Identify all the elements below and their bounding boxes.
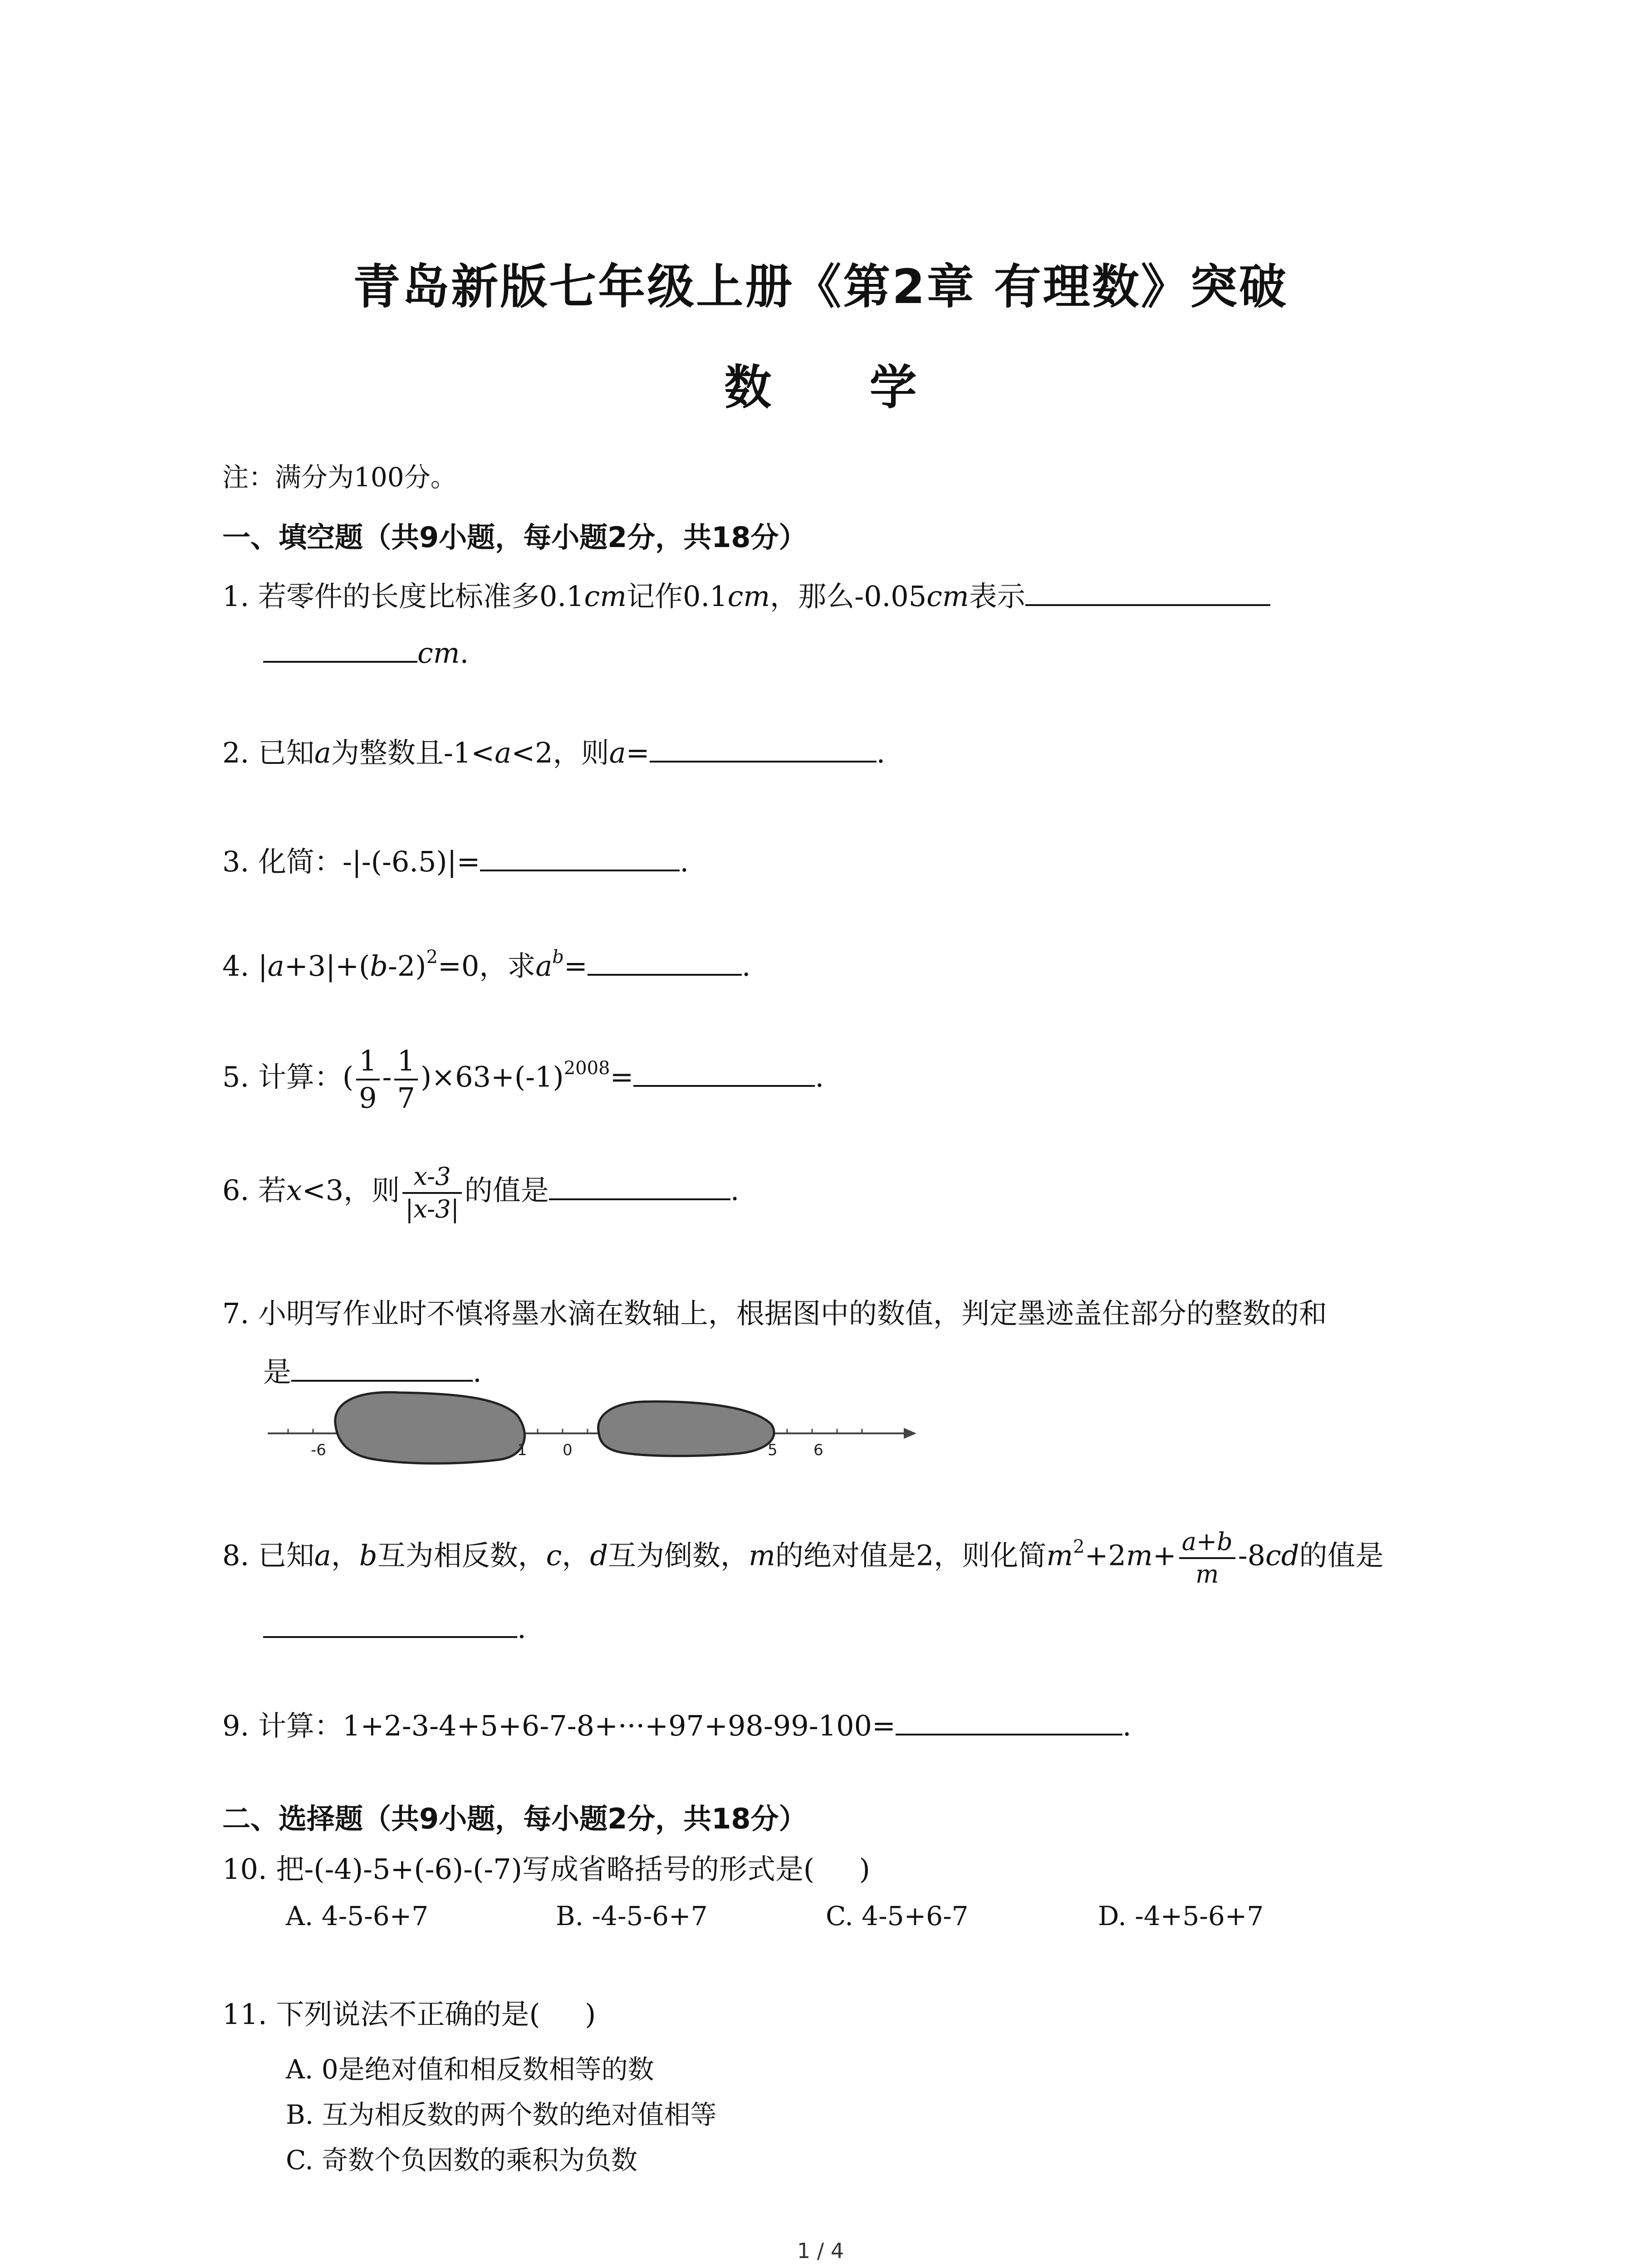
question-8-cont: . [263, 1608, 526, 1642]
tick-label: 1 [517, 1441, 527, 1459]
page-title: 青岛新版七年级上册《第2章 有理数》突破 [353, 259, 1288, 314]
answer-blank[interactable] [263, 1608, 517, 1638]
ink-blot-left [335, 1392, 525, 1463]
fraction: $\frac{a+b}{m}$ [1179, 1526, 1235, 1589]
answer-blank[interactable] [896, 1706, 1122, 1735]
arrow-icon [904, 1428, 916, 1439]
question-2: 2. 已知a为整数且-1<a<2，则a= . [222, 733, 885, 767]
question-9: 9. 计算：1+2-3-4+5+6-7-8+···+97+98-99-100= . [222, 1706, 1132, 1740]
option-b[interactable]: B. 互为相反数的两个数的绝对值相等 [286, 2099, 717, 2130]
page-subtitle: 数 学 [724, 360, 958, 415]
question-1: 1. 若零件的长度比标准多0.1cm记作0.1cm，那么-0.05cm表示 [222, 576, 1270, 611]
answer-blank[interactable] [650, 733, 877, 763]
fraction: $\frac{1}{7}$ [394, 1043, 417, 1115]
answer-blank[interactable] [480, 841, 680, 871]
answer-blank[interactable] [1025, 576, 1270, 606]
option-b[interactable]: B. -4-5-6+7 [556, 1901, 708, 1931]
fraction: $\frac{1}{9}$ [356, 1043, 379, 1115]
tick-label: -6 [311, 1441, 326, 1459]
section-fill-in: 一、填空题（共9小题，每小题2分，共18分） [222, 521, 807, 554]
option-c[interactable]: C. 4-5+6-7 [826, 1901, 969, 1931]
question-6: 6. 若x<3，则 $\frac{x-3}{|x-3|}$ 的值是 . [222, 1161, 740, 1224]
question-7: 7. 小明写作业时不慎将墨水滴在数轴上，根据图中的数值，判定墨迹盖住部分的整数的和 [222, 1297, 1327, 1330]
tick-label: 0 [563, 1441, 573, 1459]
tick-label: 6 [813, 1441, 823, 1459]
question-10: 10. 把-(-4)-5+(-6)-(-7)写成省略括号的形式是( ) [222, 1853, 870, 1886]
answer-blank[interactable] [633, 1057, 815, 1087]
question-1-cont: cm. [263, 633, 469, 667]
option-a[interactable]: A. 0是绝对值和相反数相等的数 [286, 2054, 654, 2085]
answer-blank[interactable] [291, 1352, 473, 1382]
option-c[interactable]: C. 奇数个负因数的乘积为负数 [286, 2145, 638, 2175]
answer-blank[interactable] [549, 1170, 730, 1200]
question-4: 4. $|a+3|+(b-2)^2=0$，求$a^b=$ . [222, 946, 751, 980]
tick-label: 5 [768, 1441, 778, 1459]
question-7-cont: 是 . [263, 1352, 482, 1386]
page-number: 1 / 4 [797, 2239, 844, 2263]
question-8: 8. 已知a，b互为相反数，c，d互为倒数，m的绝对值是2，则化简$m^2+2m+$ $\frac{a+b}{m}$ -8cd的值是 [222, 1526, 1384, 1589]
option-d[interactable]: D. -4+5-6+7 [1098, 1901, 1264, 1931]
number-line-figure [263, 1379, 921, 1470]
score-note: 注：满分为100分。 [222, 462, 457, 493]
section-multiple-choice: 二、选择题（共9小题，每小题2分，共18分） [222, 1802, 807, 1835]
question-11: 11. 下列说法不正确的是( ) [222, 1998, 596, 2031]
answer-blank[interactable] [588, 946, 742, 976]
option-a[interactable]: A. 4-5-6+7 [286, 1901, 429, 1931]
ink-blot-right [598, 1402, 774, 1456]
question-5: 5. 计算：( $\frac{1}{9}$ - $\frac{1}{7}$ )$\times 63+(-1)^{2008}=$ . [222, 1043, 824, 1115]
question-3: 3. 化简：-|-(-6.5)|= . [222, 841, 689, 876]
answer-blank[interactable] [263, 633, 417, 663]
fraction: $\frac{x-3}{|x-3|}$ [402, 1161, 462, 1224]
